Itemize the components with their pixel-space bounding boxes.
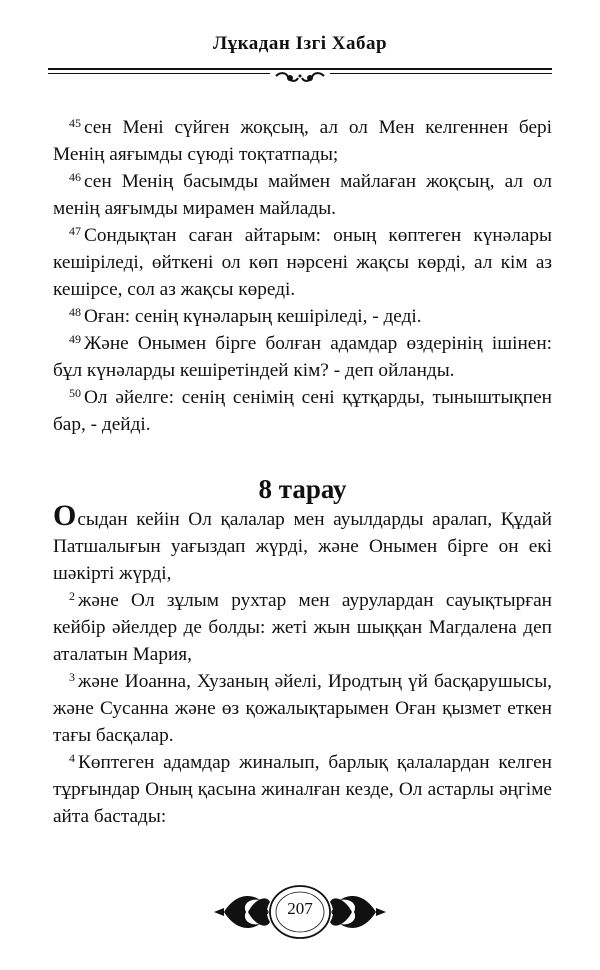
verse-text: Сондықтан саған айтарым: оның көптеген күнәлары кешіріледі, өйткені ол көп нәрсені жақсы көрді, ал кім аз кешірсе, сол аз жақсы көреді.	[53, 225, 552, 300]
verse-text: Және Онымен бірге болған адамдар өздерінің ішінен: бұл күнәларды кешіретіндей кім? - деп ойланды.	[53, 333, 552, 381]
verse-4	[53, 749, 552, 830]
verse-number: 49	[69, 332, 81, 346]
verse-3	[53, 668, 552, 749]
verse-number: 50	[69, 386, 81, 400]
verse-text: сен Мені сүйген жоқсың, ал ол Мен келгеннен бері Менің аяғымды сүюді тоқтатпады;	[53, 117, 552, 165]
verse-number: 47	[69, 224, 81, 238]
verse-text: Оған: сенің күнәларың кешіріледі, - деді.	[84, 306, 422, 327]
verse-text: Ол әйелге: сенің сенімің сені құтқарды, тыныштықпен бар, - дейді.	[53, 387, 552, 435]
verse-number: 48	[69, 305, 81, 319]
verse-46	[53, 168, 552, 222]
page-body	[53, 114, 552, 830]
verse-number: 4	[69, 751, 75, 765]
verse-number: 2	[69, 589, 75, 603]
verse-number: 46	[69, 170, 81, 184]
drop-cap: О	[53, 499, 77, 532]
verse-50	[53, 384, 552, 438]
verse-48	[53, 303, 552, 330]
verse-number: 45	[69, 116, 81, 130]
verse-text: сен Менің басымды маймен майлаған жоқсың, ал ол менің аяғымды мирамен майлады.	[53, 171, 552, 219]
verse-text: сыдан кейін Ол қалалар мен ауылдарды аралап, Құдай Патшалығын уағыздап жүрді, және Онымен бірге он екі шәкірті жүрді,	[53, 509, 552, 584]
verse-47	[53, 222, 552, 303]
chapter-heading: 8 тарау	[258, 474, 347, 504]
verse-text: және Иоанна, Хузаның әйелі, Иродтың үй басқарушысы, және Сусанна және өз қожалықтарымен Оған қызмет еткен тағы басқалар.	[53, 671, 552, 746]
running-head-title: Лұкадан Ізгі Хабар	[212, 33, 388, 54]
verse-2	[53, 587, 552, 668]
verse-1	[53, 499, 552, 587]
verse-number: 3	[69, 670, 75, 684]
verse-text: және Ол зұлым рухтар мен аурулардан сауықтырған кейбір әйелдер де болды: жеті жын шыққан Магдалена деп аталатын Мария,	[53, 590, 552, 665]
verse-text: Көптеген адамдар жиналып, барлық қалалардан келген тұрғындар Оның қасына жиналған кезде, Ол астарлы әңгіме айта бастады:	[53, 752, 552, 827]
verse-49	[53, 330, 552, 384]
page-number: 207	[287, 899, 313, 918]
header-ornament-icon	[270, 70, 330, 86]
verse-45	[53, 114, 552, 168]
